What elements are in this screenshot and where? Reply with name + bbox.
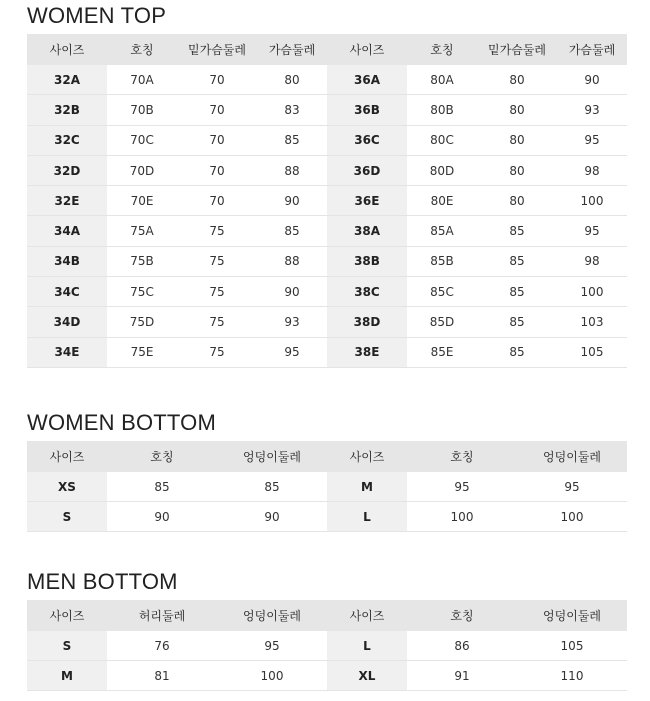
value-cell: 98 xyxy=(557,246,627,276)
value-cell: 75 xyxy=(177,307,257,337)
header-size: 사이즈 xyxy=(27,600,107,631)
value-cell: 80D xyxy=(407,155,477,185)
size-cell: 32E xyxy=(27,186,107,216)
value-cell: 91 xyxy=(407,661,517,691)
size-cell: L xyxy=(327,502,407,532)
header-label: 호칭 xyxy=(407,441,517,472)
value-cell: 93 xyxy=(257,307,327,337)
value-cell: 70A xyxy=(107,65,177,95)
value-cell: 105 xyxy=(557,337,627,367)
size-cell: M xyxy=(327,472,407,502)
women-bottom-header-row xyxy=(27,441,627,472)
value-cell: 100 xyxy=(517,502,627,532)
size-cell: 38A xyxy=(327,216,407,246)
value-cell: 85 xyxy=(477,216,557,246)
table-row xyxy=(27,337,627,367)
value-cell: 75 xyxy=(177,216,257,246)
header-size: 사이즈 xyxy=(27,441,107,472)
table-row xyxy=(27,307,627,337)
men-bottom-body xyxy=(27,631,627,691)
value-cell: 85 xyxy=(257,125,327,155)
header-size: 사이즈 xyxy=(27,34,107,65)
value-cell: 100 xyxy=(557,186,627,216)
value-cell: 90 xyxy=(257,186,327,216)
size-cell: 36B xyxy=(327,95,407,125)
table-row xyxy=(27,95,627,125)
value-cell: 75B xyxy=(107,246,177,276)
value-cell: 85 xyxy=(217,472,327,502)
value-cell: 100 xyxy=(217,661,327,691)
value-cell: 80 xyxy=(477,95,557,125)
value-cell: 110 xyxy=(517,661,627,691)
value-cell: 85 xyxy=(477,277,557,307)
size-cell: 32C xyxy=(27,125,107,155)
header-hip: 엉덩이둘레 xyxy=(517,600,627,631)
value-cell: 80 xyxy=(477,155,557,185)
value-cell: 85D xyxy=(407,307,477,337)
value-cell: 80E xyxy=(407,186,477,216)
value-cell: 75E xyxy=(107,337,177,367)
value-cell: 105 xyxy=(517,631,627,661)
value-cell: 85 xyxy=(257,216,327,246)
header-hip: 엉덩이둘레 xyxy=(217,441,327,472)
value-cell: 70D xyxy=(107,155,177,185)
size-cell: 32B xyxy=(27,95,107,125)
value-cell: 70 xyxy=(177,95,257,125)
size-cell: 36D xyxy=(327,155,407,185)
value-cell: 70 xyxy=(177,186,257,216)
table-row xyxy=(27,65,627,95)
value-cell: 81 xyxy=(107,661,217,691)
value-cell: 95 xyxy=(257,337,327,367)
size-cell: XS xyxy=(27,472,107,502)
header-label: 호칭 xyxy=(407,600,517,631)
value-cell: 103 xyxy=(557,307,627,337)
men-bottom-table xyxy=(27,600,627,691)
value-cell: 85 xyxy=(477,337,557,367)
value-cell: 95 xyxy=(517,472,627,502)
value-cell: 95 xyxy=(557,216,627,246)
value-cell: 75A xyxy=(107,216,177,246)
table-row xyxy=(27,246,627,276)
header-size: 사이즈 xyxy=(327,441,407,472)
women-top-title: WOMEN TOP xyxy=(27,3,167,28)
women-top-body xyxy=(27,65,627,367)
size-cell: 36E xyxy=(327,186,407,216)
size-cell: 36C xyxy=(327,125,407,155)
value-cell: 85 xyxy=(477,246,557,276)
header-hip: 엉덩이둘레 xyxy=(517,441,627,472)
women-bottom-table xyxy=(27,441,627,532)
value-cell: 90 xyxy=(557,65,627,95)
value-cell: 80 xyxy=(257,65,327,95)
header-label: 호칭 xyxy=(107,441,217,472)
value-cell: 85B xyxy=(407,246,477,276)
value-cell: 95 xyxy=(407,472,517,502)
value-cell: 85 xyxy=(477,307,557,337)
size-cell: S xyxy=(27,502,107,532)
value-cell: 85E xyxy=(407,337,477,367)
value-cell: 70C xyxy=(107,125,177,155)
value-cell: 70 xyxy=(177,65,257,95)
table-row xyxy=(27,502,627,532)
value-cell: 76 xyxy=(107,631,217,661)
table-row xyxy=(27,661,627,691)
women-top-table xyxy=(27,34,627,368)
table-row xyxy=(27,186,627,216)
size-cell: 36A xyxy=(327,65,407,95)
header-size: 사이즈 xyxy=(327,600,407,631)
header-waist: 허리둘레 xyxy=(107,600,217,631)
table-row xyxy=(27,155,627,185)
value-cell: 98 xyxy=(557,155,627,185)
header-size: 사이즈 xyxy=(327,34,407,65)
header-hip: 엉덩이둘레 xyxy=(217,600,327,631)
value-cell: 70E xyxy=(107,186,177,216)
value-cell: 80 xyxy=(477,65,557,95)
size-cell: 38E xyxy=(327,337,407,367)
size-cell: 32A xyxy=(27,65,107,95)
header-bust: 가슴둘레 xyxy=(257,34,327,65)
value-cell: 100 xyxy=(557,277,627,307)
value-cell: 88 xyxy=(257,155,327,185)
size-cell: XL xyxy=(327,661,407,691)
value-cell: 95 xyxy=(217,631,327,661)
value-cell: 75C xyxy=(107,277,177,307)
size-cell: S xyxy=(27,631,107,661)
value-cell: 80C xyxy=(407,125,477,155)
size-cell: 38D xyxy=(327,307,407,337)
size-cell: 38C xyxy=(327,277,407,307)
header-label: 호칭 xyxy=(407,34,477,65)
value-cell: 80 xyxy=(477,125,557,155)
value-cell: 75 xyxy=(177,337,257,367)
table-row xyxy=(27,125,627,155)
size-cell: 34C xyxy=(27,277,107,307)
table-row xyxy=(27,472,627,502)
value-cell: 75 xyxy=(177,277,257,307)
value-cell: 88 xyxy=(257,246,327,276)
value-cell: 90 xyxy=(107,502,217,532)
value-cell: 80B xyxy=(407,95,477,125)
size-cell: 32D xyxy=(27,155,107,185)
header-label: 호칭 xyxy=(107,34,177,65)
value-cell: 85C xyxy=(407,277,477,307)
value-cell: 70B xyxy=(107,95,177,125)
size-cell: 38B xyxy=(327,246,407,276)
women-bottom-title: WOMEN BOTTOM xyxy=(27,410,216,435)
value-cell: 90 xyxy=(257,277,327,307)
value-cell: 80A xyxy=(407,65,477,95)
table-row xyxy=(27,631,627,661)
size-cell: L xyxy=(327,631,407,661)
value-cell: 70 xyxy=(177,155,257,185)
table-row xyxy=(27,216,627,246)
value-cell: 90 xyxy=(217,502,327,532)
value-cell: 85A xyxy=(407,216,477,246)
size-cell: 34B xyxy=(27,246,107,276)
value-cell: 86 xyxy=(407,631,517,661)
header-underbust: 밑가슴둘레 xyxy=(477,34,557,65)
value-cell: 70 xyxy=(177,125,257,155)
header-underbust: 밑가슴둘레 xyxy=(177,34,257,65)
value-cell: 75 xyxy=(177,246,257,276)
men-bottom-header-row xyxy=(27,600,627,631)
value-cell: 93 xyxy=(557,95,627,125)
value-cell: 95 xyxy=(557,125,627,155)
men-bottom-title: MEN BOTTOM xyxy=(27,569,178,594)
table-row xyxy=(27,277,627,307)
value-cell: 75D xyxy=(107,307,177,337)
size-cell: 34D xyxy=(27,307,107,337)
value-cell: 80 xyxy=(477,186,557,216)
size-cell: 34E xyxy=(27,337,107,367)
women-bottom-body xyxy=(27,472,627,532)
size-cell: M xyxy=(27,661,107,691)
size-cell: 34A xyxy=(27,216,107,246)
value-cell: 85 xyxy=(107,472,217,502)
women-top-header-row xyxy=(27,34,627,65)
value-cell: 100 xyxy=(407,502,517,532)
header-bust: 가슴둘레 xyxy=(557,34,627,65)
value-cell: 83 xyxy=(257,95,327,125)
